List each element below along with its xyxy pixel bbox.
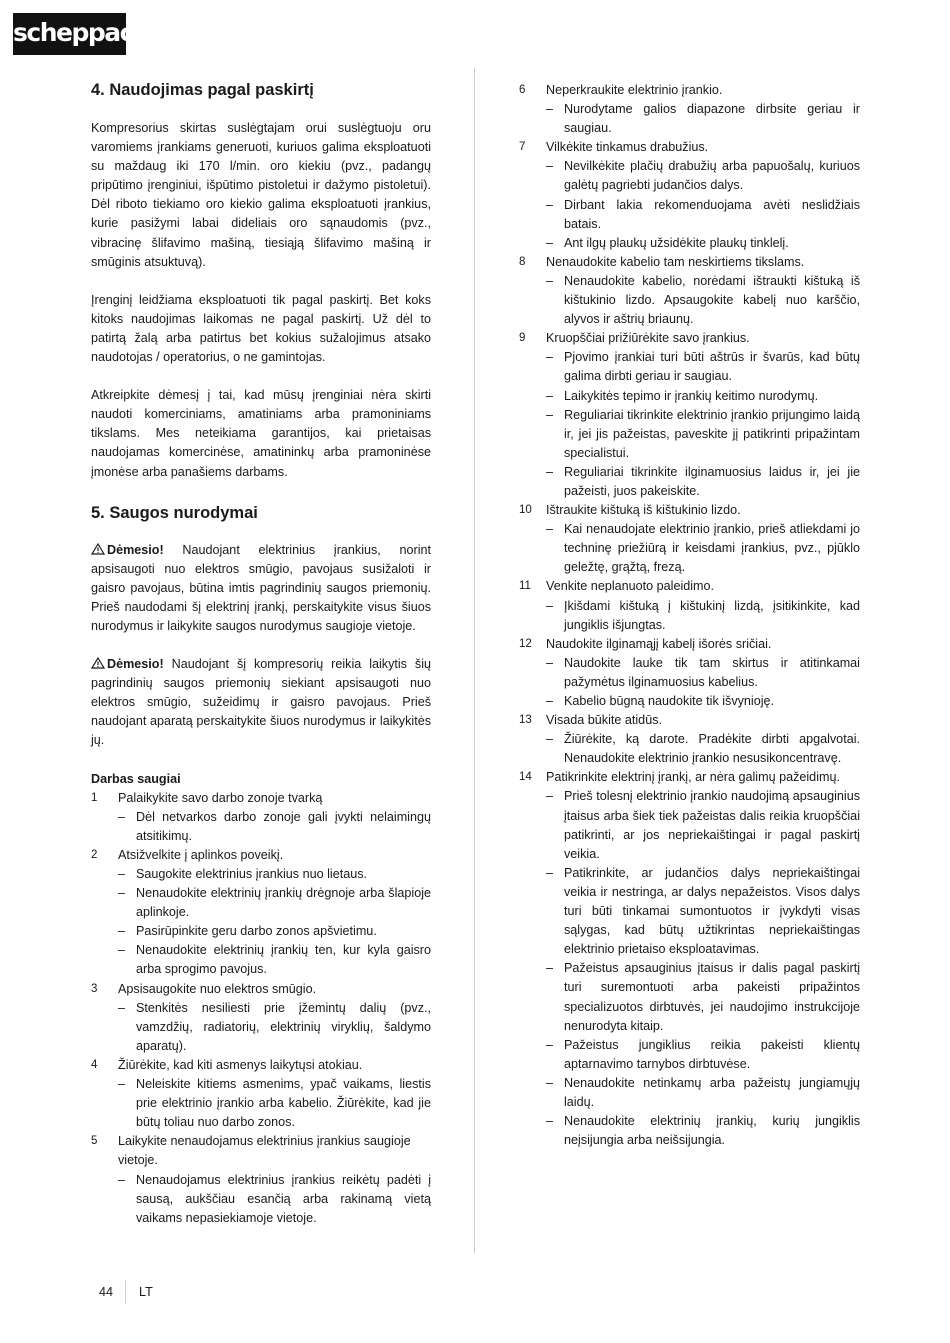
safety-item-text: Patikrinkite elektrinį įrankį, ar nėra galimų pažeidimų. bbox=[546, 770, 840, 785]
footer-divider bbox=[125, 1280, 126, 1304]
safety-item-text: Žiūrėkite, kad kiti asmenys laikytųsi atokiau. bbox=[118, 1057, 363, 1072]
safety-item-heading bbox=[519, 329, 860, 348]
safety-subitem: – Ant ilgų plaukų užsidėkite plaukų tinklelį. bbox=[546, 234, 860, 253]
safety-subitem: – Nevilkėkite plačių drabužių arba papuošalų, kuriuos galėtų pagriebti judančios dalys. bbox=[546, 157, 860, 195]
safety-item bbox=[91, 1056, 431, 1132]
section-4-paragraph: Atkreipkite dėmesį į tai, kad mūsų įrenginiai nėra skirti naudoti komerciniams, amatiniams arba pramoniniams tikslams. Mes neteikiama garantijos, kai prietaisas naudojamas komercinėse, amatininkų arba pramoninėse įmonėse arba panašiems darbams. bbox=[91, 388, 431, 479]
safety-subitem: – Nenaudokite elektrinių įrankių, kurių jungiklis neįsijungia arba neišsijungia. bbox=[546, 1112, 860, 1150]
safety-item-text: Kruopščiai prižiūrėkite savo įrankius. bbox=[546, 331, 750, 346]
safety-subitem: – Nenaudojamus elektrinius įrankius reikėtų padėti į sausą, aukščiau esančią arba rakinamą vietą vaikams nepasiekiamoje vietoje. bbox=[118, 1171, 431, 1228]
safety-item-heading bbox=[519, 81, 860, 100]
safety-subitem: – Saugokite elektrinius įrankius nuo lietaus. bbox=[118, 865, 431, 884]
left-column bbox=[91, 80, 431, 1228]
page-number: 44 bbox=[99, 1285, 114, 1299]
warning-triangle-icon bbox=[91, 657, 105, 669]
safety-subitem: – Pažeistus apsauginius įtaisus ir dalis pagal paskirtį turi suremontuoti arba pakeisti pripažintos specializuotos dirbtuvės, jei naudojimo instrukcijoje nenurodyta kitaip. bbox=[546, 959, 860, 1035]
safety-item-number: 13 bbox=[519, 714, 532, 727]
safety-subitem: – Dėl netvarkos darbo zonoje gali įvykti nelaimingų atsitikimų. bbox=[118, 808, 431, 846]
section-4-title: 4. Naudojimas pagal paskirtį bbox=[91, 81, 314, 99]
warning-paragraph-1 bbox=[91, 541, 431, 636]
safety-subitem: – Nenaudokite elektrinių įrankių drėgnoje arba šlapioje aplinkoje. bbox=[118, 884, 431, 922]
warning-text: Naudojant elektrinius įrankius, norint apsisaugoti nuo elektros smūgio, pavojaus susižaloti ir gaisro pavojaus, būtina imtis pagrindinių saugos priemonių. Prieš naudodami šį elektrinį įrankį, perskaitykite visus šiuos nurodymus ir laikykite saugos nurodymus saugioje vietoje. bbox=[91, 542, 431, 633]
safety-subitem: – Žiūrėkite, ką darote. Pradėkite dirbti apgalvotai. Nenaudokite elektrinio įrankio nesusikoncentravę. bbox=[546, 730, 860, 768]
safety-subitem: – Reguliariai tikrinkite ilginamuosius laidus ir, jei jie pažeisti, juos pakeiskite. bbox=[546, 463, 860, 501]
safety-list-right bbox=[519, 81, 860, 1150]
safety-item bbox=[519, 501, 860, 577]
safety-item-text: Nenaudokite kabelio tam neskirtiems tikslams. bbox=[546, 254, 805, 269]
safety-subitem: – Kai nenaudojate elektrinio įrankio, prieš atliekdami jo techninę priežiūrą ir keisdami įrankius, pvz., pjūklo geležtę, grąžtą, frezą. bbox=[546, 520, 860, 577]
safety-item-heading bbox=[519, 138, 860, 157]
safety-item-text: Naudokite ilginamąjį kabelį išorės sričiai. bbox=[546, 636, 772, 651]
safety-item bbox=[519, 577, 860, 634]
safety-item-number: 1 bbox=[91, 791, 98, 804]
safety-item bbox=[91, 1132, 431, 1227]
right-column bbox=[519, 81, 860, 1150]
safety-item-number: 10 bbox=[519, 504, 532, 517]
safety-item-heading bbox=[519, 577, 860, 596]
safety-item-number: 4 bbox=[91, 1058, 98, 1071]
safety-subitem: – Pažeistus jungiklius reikia pakeisti klientų aptarnavimo tarnybos dirbtuvėse. bbox=[546, 1036, 860, 1074]
safety-item bbox=[519, 253, 860, 329]
safety-item-number: 8 bbox=[519, 255, 526, 268]
safety-item-text: Ištraukite kištuką iš kištukinio lizdo. bbox=[546, 503, 741, 518]
language-code: LT bbox=[139, 1285, 153, 1299]
safety-item-heading bbox=[519, 635, 860, 654]
safety-subitem: – Naudokite lauke tik tam skirtus ir atitinkamai pažymėtus ilginamuosius kabelius. bbox=[546, 654, 860, 692]
safety-subitem: – Nenaudokite kabelio, norėdami ištraukti kištuką iš kištukinio lizdo. Apsaugokite kabelį nuo karščio, alyvos ir aštrių briaunų. bbox=[546, 272, 860, 329]
safety-subitem: – Įkišdami kištuką į kištukinį lizdą, įsitikinkite, kad jungiklis išjungtas. bbox=[546, 597, 860, 635]
safety-item-heading bbox=[519, 711, 860, 730]
safety-item bbox=[519, 329, 860, 501]
safety-item-heading bbox=[91, 1056, 431, 1075]
warning-text: Naudojant šį kompresorių reikia laikytis šių pagrindinių saugos priemonių siekiant apsisaugoti nuo elektros smūgio, sužeidimų ir gaisro pavojaus. Prieš naudojant aparatą perskaitykite šiuos nurodymus ir laikykitės jų. bbox=[91, 657, 431, 748]
safety-item-text: Vilkėkite tinkamus drabužius. bbox=[546, 140, 709, 155]
safety-item-number: 5 bbox=[91, 1135, 98, 1148]
safety-item-number: 3 bbox=[91, 982, 98, 995]
safety-item bbox=[519, 138, 860, 253]
safety-item-text: Neperkraukite elektrinio įrankio. bbox=[546, 83, 723, 97]
safety-subitem: – Nenaudokite netinkamų arba pažeistų jungiamųjų laidų. bbox=[546, 1074, 860, 1112]
safety-item-heading bbox=[519, 501, 860, 520]
safety-item-number: 2 bbox=[91, 848, 98, 861]
warning-label: Dėmesio! bbox=[107, 657, 164, 672]
safety-subitem: – Kabelio būgną naudokite tik išvynioję. bbox=[546, 692, 860, 711]
warning-paragraph-2 bbox=[91, 655, 431, 750]
safety-subitem: – Neleiskite kitiems asmenims, ypač vaikams, liestis prie elektrinio įrankio arba kabelio. Žiūrėkite, kad jie būtų toliau nuo darbo zonos. bbox=[118, 1075, 431, 1132]
safety-item-heading bbox=[91, 980, 431, 999]
safety-item bbox=[519, 711, 860, 768]
safety-item bbox=[519, 768, 860, 1150]
section-4-paragraph: Kompresorius skirtas suslėgtajam orui suslėgtuoju oru varomiems įrankiams generuoti, kuriuos galima eksploatuoti su maždaug iki 170 l/min. oro kiekiu (pvz., padangų pripūtimo įrenginiui, išpūtimo pistoletui ir dažymo pistoletui). Dėl riboto tiekiamo oro kiekio galima eksploatuoti įrankius, kurie pasižymi labai dideliais oro sąnaudomis (pvz., vibracinę šlifavimo mašiną, tiesiąją šlifavimo mašiną ir smūginis atsuktuvą). bbox=[91, 121, 431, 269]
safety-item-text: Atsižvelkite į aplinkos poveikį. bbox=[118, 847, 284, 862]
safety-subitem: – Nenaudokite elektrinių įrankių ten, kur kyla gaisro arba sprogimo pavojus. bbox=[118, 941, 431, 979]
safety-subitem: – Patikrinkite, ar judančios dalys nepriekaištingai veikia ir nestringa, ar dalys nepažeistos. Visos dalys turi būti tinkamai sumontuotos ir įvykdyti visas sąlygas, kad būtų užtikrintas nepriekaištingas elektrinio prietaiso eksploatavimas. bbox=[546, 864, 860, 959]
safety-item bbox=[519, 635, 860, 711]
safety-item-text: Apsisaugokite nuo elektros smūgio. bbox=[118, 981, 317, 996]
safety-item-text: Palaikykite savo darbo zonoje tvarką bbox=[118, 790, 323, 805]
safe-work-subheading: Darbas saugiai bbox=[91, 771, 181, 786]
section-5-title: 5. Saugos nurodymai bbox=[91, 503, 258, 522]
safety-item-number: 6 bbox=[519, 84, 526, 96]
safety-item bbox=[91, 846, 431, 980]
safety-item-number: 7 bbox=[519, 141, 526, 154]
safety-item-text: Visada būkite atidūs. bbox=[546, 713, 662, 728]
safety-subitem: – Pjovimo įrankiai turi būti aštrūs ir švarūs, kad būtų galima dirbti geriau ir saugiau. bbox=[546, 348, 860, 386]
safety-item-text: Laikykite nenaudojamus elektrinius įrankius saugioje vietoje. bbox=[118, 1134, 411, 1168]
safety-item-heading bbox=[91, 846, 431, 865]
safety-subitem: – Reguliariai tikrinkite elektrinio įrankio prijungimo laidą ir, jei jis pažeistas, paveskite jį patikrinti pripažintam specialistui. bbox=[546, 406, 860, 463]
warning-triangle-icon bbox=[91, 543, 105, 555]
safety-subitem: – Laikykitės tepimo ir įrankių keitimo nurodymų. bbox=[546, 387, 860, 406]
safety-subitem: – Stenkitės nesiliesti prie įžemintų dalių (pvz., vamzdžių, radiatorių, elektrinių viryklių, šaldymo aparatų). bbox=[118, 999, 431, 1056]
safety-item bbox=[91, 789, 431, 846]
safety-list-left bbox=[91, 789, 431, 1228]
safety-item-text: Venkite neplanuoto paleidimo. bbox=[546, 579, 715, 594]
warning-label: Dėmesio! bbox=[107, 542, 164, 557]
safety-item-number: 9 bbox=[519, 332, 526, 345]
brand-logo: scheppach bbox=[13, 13, 126, 55]
safety-item-heading bbox=[519, 768, 860, 787]
column-divider bbox=[474, 68, 475, 1253]
safety-subitem: – Pasirūpinkite geru darbo zonos apšvietimu. bbox=[118, 922, 431, 941]
safety-item-number: 11 bbox=[519, 580, 531, 593]
safety-item-number: 14 bbox=[519, 771, 532, 784]
safety-subitem: – Prieš tolesnį elektrinio įrankio naudojimą apsauginius įtaisus arba šiek tiek pažeistas dalis reikia kruopščiai patikrinti, ar jos nepriekaištingai ir pagal paskirtį veikia. bbox=[546, 787, 860, 863]
safety-subitem: – Dirbant lakia rekomenduojama avėti neslidžiais batais. bbox=[546, 196, 860, 234]
safety-item-number: 12 bbox=[519, 637, 532, 650]
section-4-paragraph: Įrenginį leidžiama eksploatuoti tik pagal paskirtį. Bet koks kitoks naudojimas laikomas ne pagal paskirtį. Už dėl to patirtą žalą arba patirtus bet kokius sužalojimus atsako naudotojas / operatorius, o ne gamintojas. bbox=[91, 292, 431, 365]
safety-item-heading bbox=[91, 789, 431, 808]
safety-item-heading bbox=[519, 253, 860, 272]
safety-item-heading bbox=[91, 1132, 431, 1170]
safety-item bbox=[519, 81, 860, 138]
safety-subitem: – Nurodytame galios diapazone dirbsite geriau ir saugiau. bbox=[546, 100, 860, 138]
safety-item bbox=[91, 980, 431, 1056]
